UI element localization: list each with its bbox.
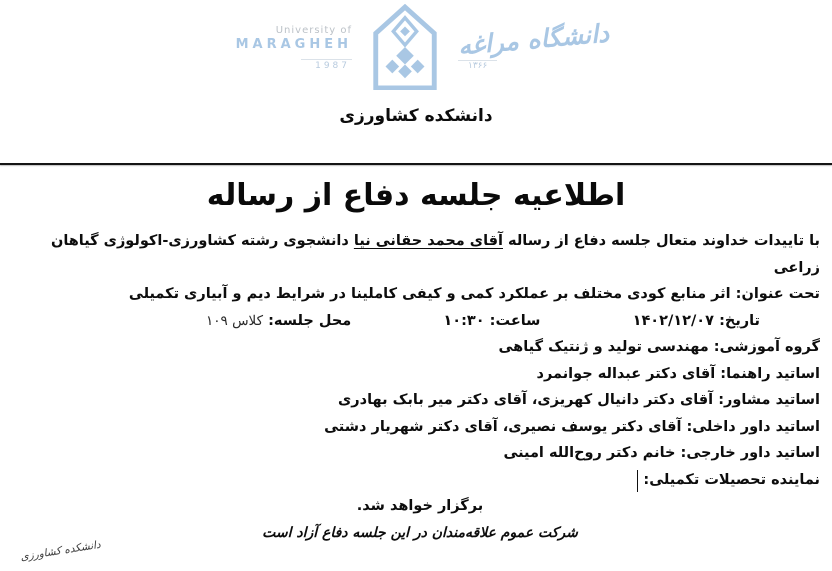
faculty-signature: دانشکده کشاورزی	[19, 538, 102, 564]
intro-post: دانشجوی رشته کشاورزی-اکولوژی گیاهان زراعی	[50, 233, 820, 276]
supervisors-line: اساتید راهنما: آقای دکتر عبداله جوانمرد	[536, 365, 820, 382]
graduate-representative-label: نماینده تحصیلات تکمیلی:	[643, 471, 820, 488]
defense-date: تاریخ: ۱۴۰۲/۱۲/۰۷	[632, 312, 760, 329]
location-value: کلاس ۱۰۹	[206, 312, 264, 329]
university-of-label: University of	[275, 24, 352, 36]
announcement-body	[0, 213, 832, 546]
thesis-subject-line: تحت عنوان: اثر منابع کودی مختلف بر عملکرد کمی و کیفی کاملینا در شرایط دیم و آبیاری تکمیلی	[128, 286, 820, 302]
page-title: اطلاعیه جلسه دفاع از رساله	[206, 178, 626, 213]
founding-year-english: 1987	[301, 59, 352, 72]
closing-line: برگزار خواهد شد.	[356, 498, 484, 514]
advisors-line: اساتید مشاور: آقای دکتر دانیال کهریزی، آقای دکتر میر بابک بهادری	[338, 392, 820, 408]
defense-location	[206, 308, 351, 335]
university-logo	[0, 0, 832, 92]
defense-time: ساعت: ۱۰:۳۰	[443, 312, 541, 329]
internal-examiners-line: اساتید داور داخلی: آقای دکتر یوسف نصیری، آقای دکتر شهریار دشتی	[324, 418, 820, 435]
header-divider	[0, 163, 832, 165]
maragheh-label: MARAGHEH	[235, 37, 352, 53]
open-attendance-note: شرکت عموم علاقه‌مندان در این جلسه دفاع آزاد است	[262, 524, 578, 541]
student-name: آقای محمد حقانی نیا	[353, 233, 503, 249]
university-name-persian	[457, 18, 611, 71]
department-line: گروه آموزشی: مهندسی تولید و ژنتیک گیاهی	[498, 339, 820, 355]
founding-year-persian: ۱۳۶۶	[458, 60, 497, 72]
intro-pre: با تاییدات خداوند متعال جلسه دفاع از رساله	[503, 233, 820, 249]
university-emblem-icon	[366, 4, 444, 94]
text-cursor-mark	[637, 470, 639, 492]
schedule-line	[20, 308, 820, 335]
university-calligraphy: دانشگاه مراغه	[457, 18, 611, 61]
external-examiners-line: اساتید داور خارجی: خانم دکتر روح‌الله امینی	[503, 445, 820, 461]
university-name-english	[224, 25, 352, 74]
faculty-heading: دانشکده کشاورزی	[339, 106, 493, 126]
intro-line	[20, 228, 820, 281]
location-label: محل جلسه:	[268, 312, 352, 329]
graduate-representative-line	[20, 467, 820, 494]
